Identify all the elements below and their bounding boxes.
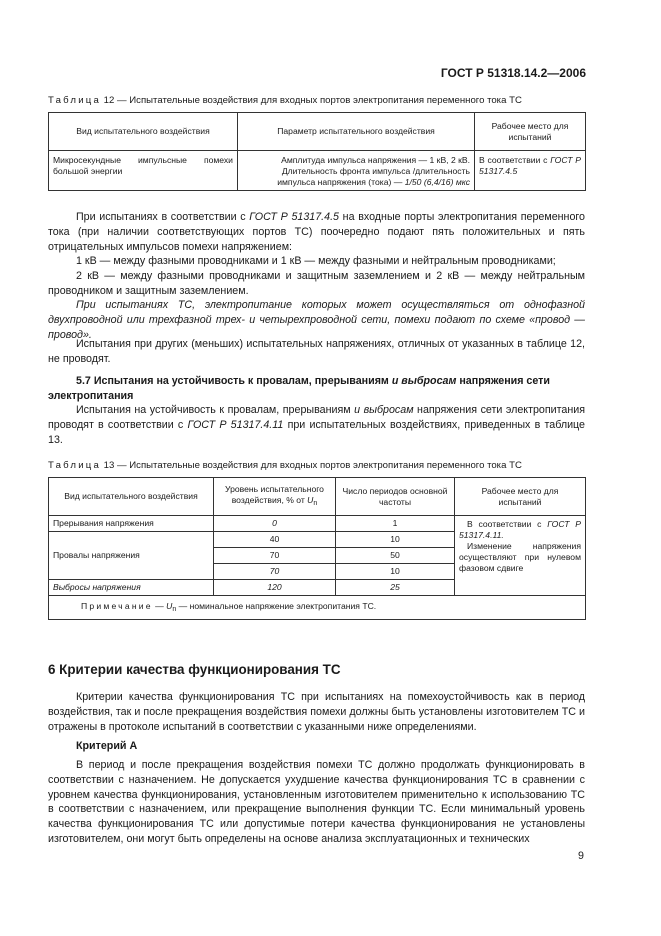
table-13-caption [48, 460, 522, 471]
param-value: 1/50 (6,4/16) мкс [404, 177, 470, 187]
section-6-heading: 6 Критерии качества функционирования ТС [48, 662, 341, 677]
criterion-a-heading: Критерий А [76, 740, 138, 752]
text: Уровень испытательного воздействия, % от [225, 484, 324, 505]
paragraph [48, 337, 585, 367]
text: напряжения сети электропитания [48, 375, 550, 402]
text: — номинальное напряжение электропитания ТС. [176, 600, 377, 611]
table-cell-type: Микросекундные импульсные помехи большой энергии [49, 151, 238, 191]
document-header: ГОСТ Р 51318.14.2—2006 [440, 66, 586, 80]
workplace-text: В соответствии с [479, 155, 551, 165]
param-line-1: Амплитуда импульса напряжения — 1 кВ, 2 кВ. [281, 155, 470, 165]
text: — [152, 600, 167, 611]
text: Критерии качества функционирования ТС при испытаниях на помехоустойчивость как в период воздействия, так и после прекращения воздействия помехи должны быть установлены изготовителем ТС и отражены в протоколе испытаний в соответствии с указанными ниже определениями. [48, 691, 585, 733]
caption-text: 13 — Испытательные воздействия для входных портов электропитания переменного тока ТС [101, 460, 522, 471]
table-cell-level: 40 [214, 532, 336, 548]
standard-ref: ГОСТ Р 51317.4.5 [249, 211, 339, 223]
table-cell-level: 70 [214, 564, 336, 580]
param-line-2: Длительность фронта импульса /длительность импульса напряжения (тока) — [277, 166, 470, 187]
section-5-7-heading [48, 374, 585, 404]
text: n [313, 500, 318, 507]
table-header-cell: Рабочее место для испытаний [455, 478, 586, 516]
table-header-cell: Вид испытательного воздействия [49, 113, 238, 151]
page-number: 9 [578, 850, 584, 862]
table-cell-periods: 25 [336, 580, 455, 596]
standard-ref: ГОСТ Р 51317.4.11 [187, 418, 284, 431]
text: n [172, 605, 177, 613]
table-cell-level: 70 [214, 548, 336, 564]
text: В соответствии с [467, 519, 548, 529]
table-cell-periods: 1 [336, 516, 455, 532]
paragraph [48, 690, 585, 734]
table-row [49, 516, 586, 532]
text: Испытания на устойчивость к провалам, прерываниям [76, 404, 355, 416]
table-cell-periods: 50 [336, 548, 455, 564]
paragraph [48, 298, 585, 342]
text: При испытаниях ТС, электропитание которых может осуществляться от однофазной двухпроводной или трехфазной трех- и четырехпроводной сети, помехи подают по схеме «провод — провод». [48, 299, 585, 341]
text: U [307, 495, 314, 505]
paragraph [48, 403, 585, 447]
table-note [49, 596, 586, 620]
text: Испытания при других (меньших) испытательных напряжениях, отличных от указанных в таблице 12, не проводят. [48, 338, 585, 365]
text: Примечание [81, 600, 153, 611]
table-cell-param [238, 151, 475, 191]
table-header-cell: Вид испытательного воздействия [49, 478, 214, 516]
text: при испытательных воздействиях, приведенных в таблице 13. [48, 418, 585, 446]
table-note-row [49, 596, 586, 620]
table-cell-level: 120 [214, 580, 336, 596]
table-header-cell: Рабочее место для испытаний [475, 113, 586, 151]
table-header-cell: Параметр испытательного воздействия [238, 113, 475, 151]
table-row [49, 151, 586, 191]
table-12 [48, 112, 586, 191]
table-cell-periods: 10 [336, 532, 455, 548]
workplace-note: Изменение напряжения осуществляют при нулевом фазовом сдвиге [459, 541, 581, 573]
table-cell-workplace [475, 151, 586, 191]
table-cell-workplace [455, 516, 586, 596]
table-cell-periods: 10 [336, 564, 455, 580]
paragraph [48, 758, 585, 847]
table-13 [48, 477, 586, 620]
text: и выбросам [354, 404, 414, 416]
text: 2 кВ — между фазными проводниками и защитным заземлением и 2 кВ — между нейтральным проводником и защитным заземлением. [48, 270, 585, 297]
standard-ref: ГОСТ Р 51317.4.11. [459, 519, 581, 540]
table-header-cell: Число периодов основной частоты [336, 478, 455, 516]
paragraph [48, 269, 585, 299]
text: При испытаниях в соответствии с [76, 211, 250, 223]
caption-word: Таблица [48, 460, 102, 471]
text: В период и после прекращения воздействия помехи ТС должно продолжать функционировать в соответствии с назначением. Не допускается ухудшение качества функционирования ТС в сравнении с уровнем качества функционирования, установленным изготовителем применительно к использованию ТС в соответствии с назначением, или прекращение выполнения функции ТС. Если минимальный уровень качества функционирования ТС или допустимые потери качества функционирования не установлены изготовителем, они могут быть определены на основе анализа эксплуатационных и технических [48, 759, 585, 845]
table-12-caption [48, 95, 522, 106]
table-cell-type: Выбросы напряжения [49, 580, 214, 596]
caption-text: 12 — Испытательные воздействия для входных портов электропитания переменного тока ТС [101, 95, 522, 106]
text: U [166, 600, 173, 611]
table-header-cell [214, 478, 336, 516]
paragraph [48, 254, 585, 269]
workplace-ref: ГОСТ Р 51317.4.5 [479, 155, 581, 176]
table-header-row [49, 478, 586, 516]
table-cell-type: Прерывания напряжения [49, 516, 214, 532]
paragraph [48, 210, 585, 254]
text: и выбросам [391, 375, 457, 387]
table-header-row [49, 113, 586, 151]
text: напряжения сети электропитания проводят в соответствии с [48, 404, 585, 431]
text: на входные порты электропитания переменного тока (при наличии соответствующих портов ТС) поочередно подают пять положительных и пять отрицательных импульсов помехи напряжением: [48, 211, 585, 253]
text: 5.7 Испытания на устойчивость к провалам, прерываниям [76, 375, 392, 387]
text: 1 кВ — между фазными проводниками и 1 кВ — между фазными и нейтральным проводниками; [76, 255, 556, 267]
caption-word: Таблица [48, 95, 102, 106]
table-cell-level: 0 [214, 516, 336, 532]
table-cell-type: Провалы напряжения [49, 532, 214, 580]
